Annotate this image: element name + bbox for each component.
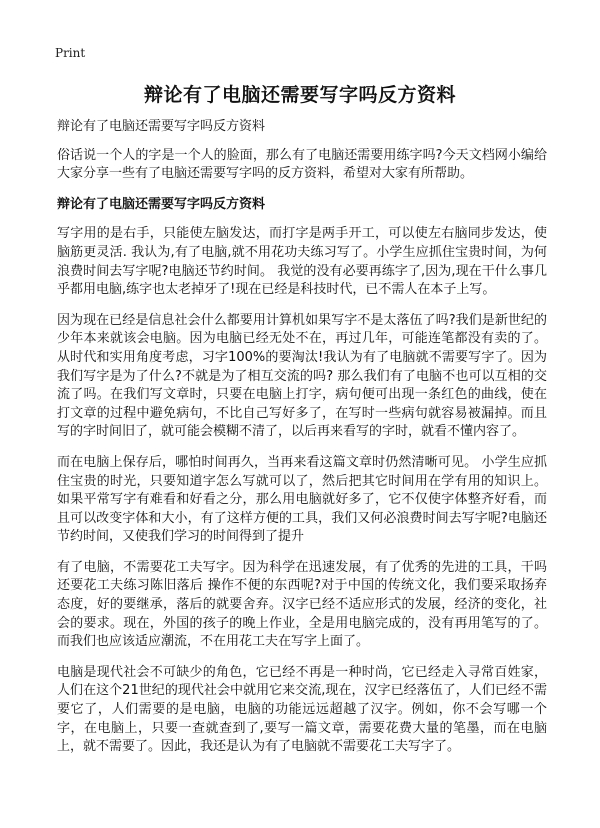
page-title: 辩论有了电脑还需要写字吗反方资料 xyxy=(143,84,456,106)
body-paragraph: 因为现在已经是信息社会什么都要用计算机如果写字不是太落伍了吗?我们是新世纪的少年本来就该会电脑。因为电脑已经无处不在，再过几年，可能连笔都没有卖的了。从时代和实用角度考虑，习字100%的要淘汰!我认为有了电脑就不需要写字了。因为我们写字是为了什么?不就是为了相互交流的吗? 那么我们有了电脑不也可以互相的交流了吗。在我们写文章时，只要在电脑上打字，病句便可出现一条红色的曲线，使在打文章的过程中避免病句，不比自己写好多了，在写时一些病句就容易被漏掉。而且写的字时间旧了，就可能会模糊不清了，以后再来看写的字时，就看不懂内容了。 xyxy=(57,312,547,440)
intro-paragraph: 俗话说一个人的字是一个人的脸面，那么有了电脑还需要用练字吗?今天文档网小编给大家分享一些有了电脑还需要写字吗的反方资料，希望对大家有所帮助。 xyxy=(57,147,547,182)
article-body xyxy=(57,118,547,769)
body-paragraph: 写字用的是右手，只能使左脑发达，而打字是两手开工，可以使左右脑同步发达，使脑筋更灵活. 我认为,有了电脑,就不用花功夫练习写了。小学生应抓住宝贵时间，为何浪费时间去写字呢?电脑还节约时间。 我觉的没有必要再练字了,因为,现在干什么事几乎都用电脑,练字也太老掉牙了!现在已经是科技时代，已不需人在本子上写。 xyxy=(57,226,547,298)
body-paragraph: 而在电脑上保存后，哪怕时间再久，当再来看这篇文章时仍然清晰可见。 小学生应抓住宝贵的时光，只要知道字怎么写就可以了，然后把其它时间用在学有用的知识上。如果平常写字有难看和好看之分，那么用电脑就好多了，它不仅使字体整齐好看，而且可以改变字体和大小，有了这样方便的工具，我们又何必浪费时间去写字呢?电脑还节约时间，又使我们学习的时间得到了提升 xyxy=(57,454,547,545)
section-heading: 辩论有了电脑还需要写字吗反方资料 xyxy=(57,196,266,212)
print-label: Print xyxy=(55,46,86,60)
body-paragraph: 有了电脑，不需要花工夫写字。因为科学在迅速发展，有了优秀的先进的工具，干吗还要花工夫练习陈旧落后 操作不便的东西呢?对于中国的传统文化，我们要采取扬弃态度，好的要继承，落后的就要舍弃。汉字已经不适应形式的发展，经济的变化，社会的要求。现在，外国的孩子的晚上作业，全是用电脑完成的，没有再用笔写的了。而我们也应该适应潮流，不在用花工夫在写字上面了。 xyxy=(57,559,547,650)
body-paragraph: 电脑是现代社会不可缺少的角色，它已经不再是一种时尚，它已经走入寻常百姓家，人们在这个21世纪的现代社会中就用它来交流,现在，汉字已经落伍了，人们已经不需要它了，人们需要的是电脑，电脑的功能远远超越了汉字。例如，你不会写哪一个字，在电脑上，只要一查就查到了,要写一篇文章，需要花费大量的笔墨，而在电脑上，就不需要了。因此，我还是认为有了电脑就不需要花工夫写字了。 xyxy=(57,664,547,755)
article-subtitle: 辩论有了电脑还需要写字吗反方资料 xyxy=(57,119,266,134)
